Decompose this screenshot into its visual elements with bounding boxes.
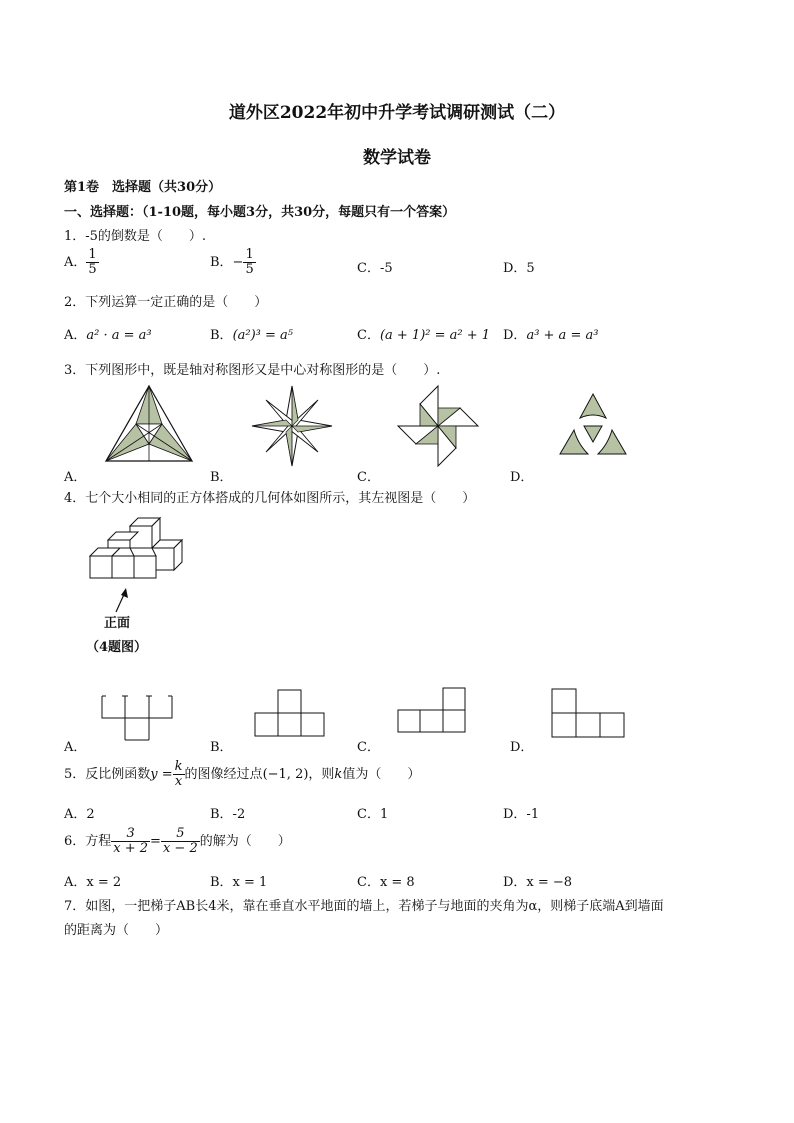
q1-option-b — [210, 248, 256, 277]
q5-stem-pre: 5．反比例函数 — [64, 767, 151, 782]
q2-b-expr: (a²)³ = a⁵ — [232, 328, 293, 343]
q5-option-d: D．-1 — [503, 807, 540, 822]
q4-figure-d — [552, 689, 628, 739]
q5-stem — [64, 760, 420, 789]
q4-stem: 4．七个大小相同的正方体搭成的几何体如图所示，其左视图是（ ） — [64, 491, 476, 506]
q2-option-d — [503, 324, 598, 343]
q5-k-var: k — [334, 767, 343, 782]
q4-figure-b — [255, 690, 327, 740]
q6-lhs-fraction — [111, 827, 150, 856]
q2-stem: 2．下列运算一定正确的是（ ） — [64, 295, 268, 310]
q1-option-c: C．-5 — [357, 261, 393, 276]
q3-figure-d — [558, 392, 628, 462]
q1-b-den: 5 — [245, 262, 254, 277]
q6-option-a: A．x = 2 — [64, 875, 122, 890]
q1-b-label: B．− — [210, 255, 244, 270]
q2-d-label: D． — [503, 328, 527, 343]
q4-option-c: C． — [357, 740, 380, 755]
q5-option-c: C．1 — [357, 807, 389, 822]
q1-option-a — [64, 248, 99, 277]
part-heading: 第1卷 选择题（共30分） — [64, 180, 222, 195]
q2-b-label: B． — [210, 328, 233, 343]
q6-lhs-num: 3 — [111, 827, 150, 842]
q5-stem-post: ，则 — [308, 767, 335, 782]
q2-c-expr: (a + 1)² = a² + 1 — [379, 328, 491, 343]
q2-a-expr: a² · a = a³ — [86, 328, 152, 343]
q4-figure-caption: （4题图） — [86, 640, 148, 655]
q1-stem: 1．-5的倒数是（ ）. — [64, 229, 207, 244]
section-instruction: 一、选择题：（1-10题，每小题3分，共30分，每题只有一个答案） — [64, 205, 456, 220]
q5-x-den: x — [174, 774, 183, 789]
q5-k-over-x — [173, 760, 185, 789]
q6-stem-pre: 6．方程 — [64, 834, 112, 849]
q5-option-b: B．-2 — [210, 807, 246, 822]
q6-stem — [64, 827, 291, 856]
q6-rhs-den: x − 2 — [162, 841, 198, 856]
q5-stem-end: 值为（ ） — [342, 767, 421, 782]
q1-option-d: D．5 — [503, 261, 535, 276]
q5-stem-mid: 的图像经过点 — [184, 767, 263, 782]
q4-cube-figure — [88, 516, 198, 586]
q4-option-a: A． — [64, 740, 87, 755]
q6-eq: = — [150, 834, 161, 849]
q4-figure-c — [398, 688, 470, 738]
q4-front-label: 正面 — [104, 616, 131, 631]
q2-c-label: C． — [357, 328, 380, 343]
q4-option-d: D． — [510, 740, 534, 755]
q7-line2: 的距离为（ ） — [64, 923, 169, 938]
q6-rhs-num: 5 — [161, 827, 200, 842]
q2-option-a — [64, 324, 152, 343]
q1-a-den: 5 — [88, 262, 97, 277]
q3-stem: 3．下列图形中，既是轴对称图形又是中心对称图形的是（ ）. — [64, 363, 441, 378]
q3-figure-b — [252, 386, 332, 466]
q2-option-b — [210, 324, 293, 343]
q5-y-eq: y = — [150, 767, 173, 782]
q2-a-label: A． — [64, 328, 87, 343]
q6-rhs-fraction — [161, 827, 200, 856]
q1-a-fraction — [86, 248, 98, 277]
q5-k-num: k — [174, 759, 183, 774]
q1-a-label: A． — [64, 255, 87, 270]
q6-option-c: C．x = 8 — [357, 875, 415, 890]
q3-option-d: D． — [510, 470, 534, 485]
q2-option-c — [357, 324, 490, 343]
q3-option-a: A． — [64, 470, 87, 485]
q6-lhs-den: x + 2 — [113, 841, 149, 856]
q3-option-b: B． — [210, 470, 233, 485]
q6-stem-post: 的解为（ ） — [199, 834, 291, 849]
q4-figure-a — [102, 692, 174, 740]
q3-option-c: C． — [357, 470, 380, 485]
q3-figure-c — [398, 386, 478, 466]
q7-line1: 7．如图，一把梯子AB长4米，靠在垂直水平地面的墙上，若梯子与地面的夹角为α，则梯子底端A到墙面 — [64, 899, 664, 914]
exam-subtitle: 数学试卷 — [363, 148, 431, 168]
q2-d-expr: a³ + a = a³ — [526, 328, 599, 343]
q1-a-num: 1 — [88, 247, 97, 262]
q1-b-fraction — [243, 248, 255, 277]
q5-point: (−1, 2) — [262, 767, 309, 782]
q5-option-a: A．2 — [64, 807, 95, 822]
q6-option-b: B．x = 1 — [210, 875, 268, 890]
q6-option-d: D．x = −8 — [503, 875, 573, 890]
exam-title: 道外区2022年初中升学考试调研测试（二） — [228, 103, 566, 123]
q3-figure-a — [104, 384, 194, 464]
q1-b-num: 1 — [245, 247, 254, 262]
q4-option-b: B． — [210, 740, 233, 755]
